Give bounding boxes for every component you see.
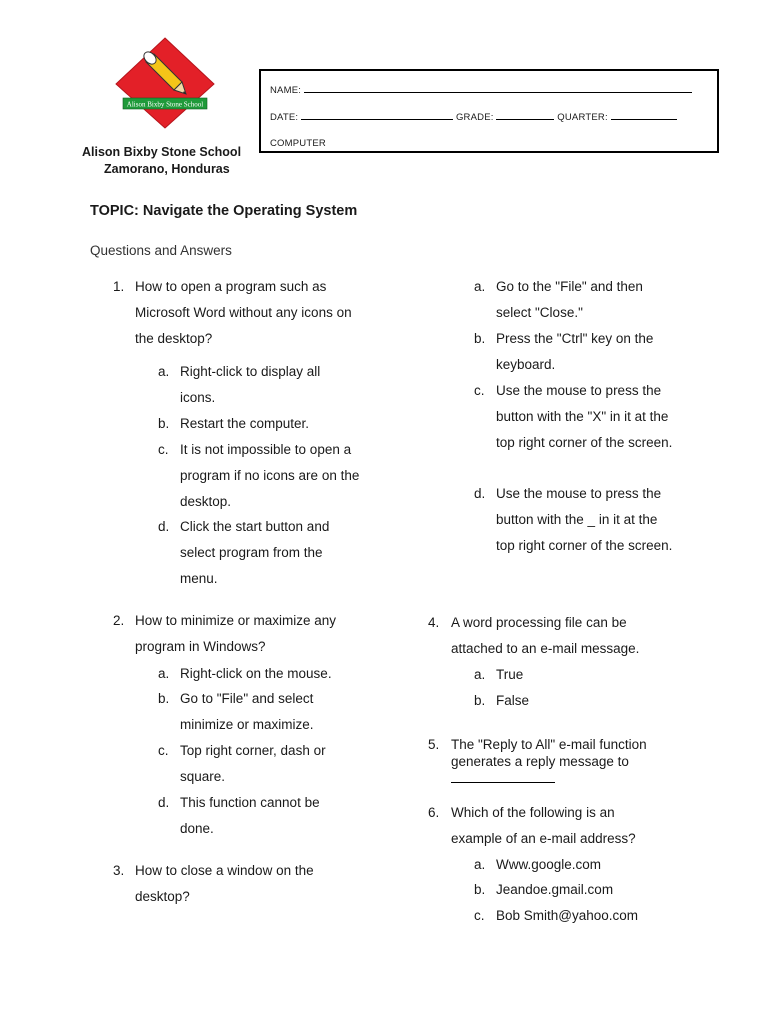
question-number: 1. — [113, 279, 125, 294]
school-location: Zamorano, Honduras — [104, 162, 230, 176]
option-letter: c. — [474, 383, 485, 398]
question-text: A word processing file can be attached to an e-mail message. — [451, 615, 640, 656]
option-text: True — [496, 667, 524, 682]
option-text: Press the "Ctrl" key on the keyboard. — [496, 331, 654, 372]
option-letter: b. — [158, 691, 170, 706]
option-letter: d. — [158, 795, 170, 810]
svg-text:Alison Bixby Stone School: Alison Bixby Stone School — [126, 100, 204, 109]
option-letter: d. — [158, 519, 170, 534]
school-logo — [104, 36, 226, 130]
option-letter: a. — [474, 667, 486, 682]
date-field[interactable] — [301, 110, 453, 120]
option-text: Bob Smith@yahoo.com — [496, 908, 639, 923]
page-title: TOPIC: Navigate the Operating System — [90, 203, 358, 219]
question-text — [451, 736, 666, 787]
question-number: 6. — [428, 805, 440, 820]
option-letter: c. — [158, 743, 169, 758]
option-letter: d. — [474, 486, 486, 501]
option-text: Www.google.com — [496, 857, 602, 872]
option-letter: a. — [474, 857, 486, 872]
option-text: Jeandoe.gmail.com — [496, 882, 614, 897]
question-text: How to close a window on the desktop? — [135, 863, 314, 904]
option-letter: b. — [474, 882, 486, 897]
option-text: Go to "File" and select minimize or maximize. — [180, 691, 314, 732]
option-text: Click the start button and select program from the menu. — [180, 519, 330, 586]
subject-label: COMPUTER — [270, 138, 326, 149]
question-text: How to minimize or maximize any program in Windows? — [135, 613, 337, 654]
date-label: DATE: — [270, 112, 299, 123]
option-letter: c. — [474, 908, 485, 923]
question-text: Which of the following is an example of an e-mail address? — [451, 805, 636, 846]
option-letter: a. — [158, 666, 170, 681]
quarter-field[interactable] — [611, 110, 677, 120]
option-letter: b. — [474, 331, 486, 346]
section-subheading: Questions and Answers — [90, 243, 232, 258]
option-letter: b. — [158, 416, 170, 431]
option-letter: c. — [158, 442, 169, 457]
option-letter: a. — [474, 279, 486, 294]
option-letter: b. — [474, 693, 486, 708]
option-text: This function cannot be done. — [180, 795, 320, 836]
option-text: Top right corner, dash or square. — [180, 743, 326, 784]
option-text: Right-click on the mouse. — [180, 666, 332, 681]
question-number: 3. — [113, 863, 125, 878]
school-name: Alison Bixby Stone School — [82, 145, 242, 159]
option-text: Right-click to display all icons. — [180, 364, 321, 405]
grade-label: GRADE: — [455, 112, 494, 123]
question-text: How to open a program such as Microsoft Word without any icons on the desktop? — [135, 279, 352, 346]
question-number: 2. — [113, 613, 125, 628]
option-text: Restart the computer. — [180, 416, 310, 431]
option-text: Use the mouse to press the button with the _ in it at the top right corner of the screen. — [496, 486, 673, 553]
option-text: False — [496, 693, 530, 708]
name-label: NAME: — [270, 85, 302, 96]
option-letter: a. — [158, 364, 170, 379]
school-name-block — [82, 144, 242, 178]
grade-field[interactable] — [496, 110, 554, 120]
quarter-label: QUARTER: — [557, 112, 608, 123]
name-row — [270, 83, 692, 96]
date-row — [270, 110, 677, 123]
question-5-text: The "Reply to All" e-mail function generates a reply message to — [451, 737, 647, 769]
question-number: 4. — [428, 615, 440, 630]
option-text: Go to the "File" and then select "Close." — [496, 279, 643, 320]
option-text: It is not impossible to open a program if no icons are on the desktop. — [180, 442, 360, 509]
name-field[interactable] — [304, 83, 692, 93]
question-number: 5. — [428, 737, 440, 752]
answer-blank[interactable] — [451, 772, 555, 783]
option-text: Use the mouse to press the button with the "X" in it at the top right corner of the screen. — [496, 383, 673, 450]
student-info-box — [259, 69, 719, 153]
